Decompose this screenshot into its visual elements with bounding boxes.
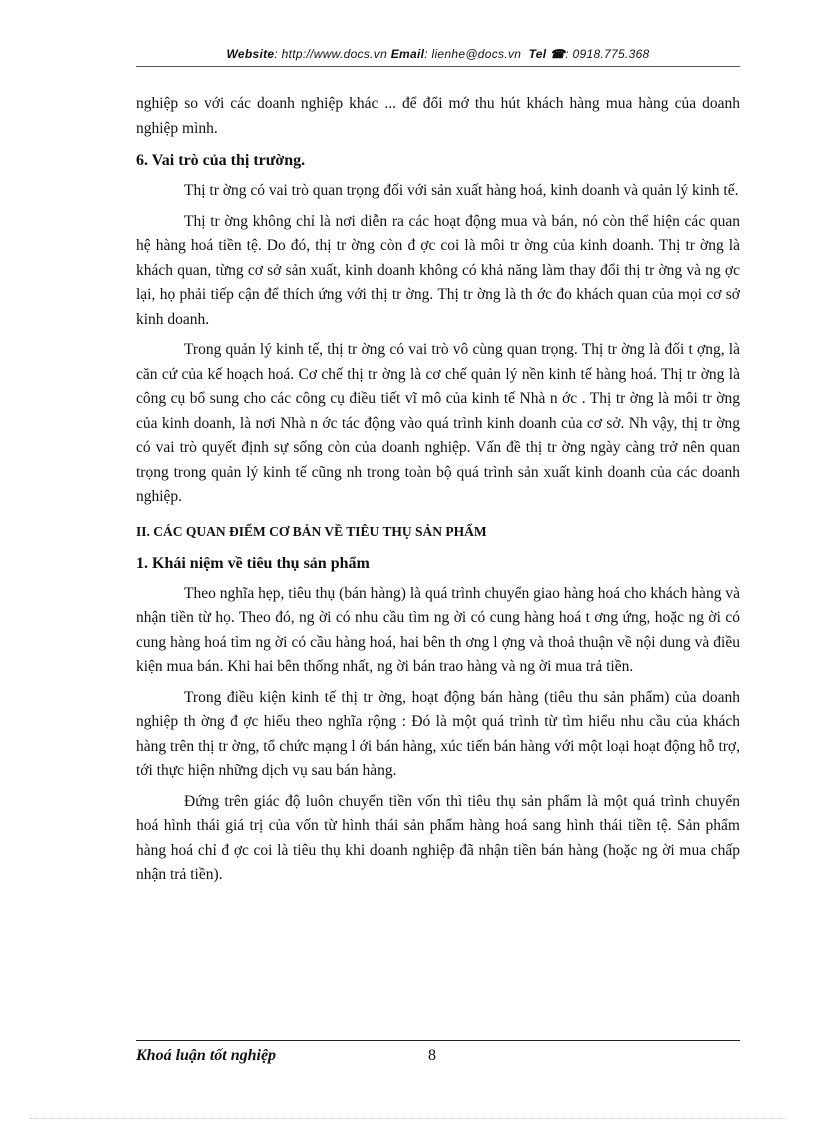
page-body: [136, 92, 740, 888]
paragraph: Theo nghĩa hẹp, tiêu thụ (bán hàng) là quá trình chuyển giao hàng hoá cho khách hàng và nhận tiền từ họ. Theo đó, ng ời có nhu cầu tìm ng ời có cung hàng hoá t ơng ứng, hoặc ng ời có cung hàng hoá tìm ng ời có cầu hàng hoá, hai bên th ơng l ợng và thoả thuận về nội dung và điều kiện mua bán. Khi hai bên thống nhất, ng ời bán trao hàng và ng ời mua trả tiền.: [136, 584, 740, 675]
footer-thesis-label: Khoá luận tốt nghiệp: [136, 1047, 277, 1064]
paragraph: Trong điều kiện kinh tế thị tr ờng, hoạt động bán hàng (tiêu thu sản phẩm) của doanh nghiệp th ờng đ ợc hiểu theo nghĩa rộng : Đó là một quá trình từ tìm hiểu nhu cầu của khách hàng trên thị tr ờng, tổ chức mạng l ới bán hàng, xúc tiến bán hàng với một loại hoạt động hỗ trợ, tới thực hiện những dịch vụ sau bán hàng.: [136, 688, 740, 779]
tel-number: : 0918.775.368: [565, 47, 650, 61]
page-edge-dots: [30, 1118, 786, 1119]
paragraph: Thị tr ờng không chỉ là nơi diễn ra các hoạt động mua và bán, nó còn thể hiện các quan hệ hàng hoá tiền tệ. Do đó, thị tr ờng còn đ ợc coi là môi tr ờng của kinh doanh. Thị tr ờng là khách quan, từng cơ sở sản xuất, kinh doanh không có khả năng làm thay đổi thị tr ờng và ng ợc lại, họ phải tiếp cận để thích ứng với thị tr ờng. Thị tr ờng là th ớc đo khách quan của mọi cơ sở kinh doanh.: [136, 212, 740, 328]
paragraph: Thị tr ờng có vai trò quan trọng đối với sản xuất hàng hoá, kinh doanh và quản lý kinh tế.: [184, 182, 739, 199]
paragraph: Trong quản lý kinh tế, thị tr ờng có vai trò vô cùng quan trọng. Thị tr ờng là đối t ợng, là căn cứ của kế hoạch hoá. Cơ chế thị tr ờng là cơ chế quản lý nền kinh tế hàng hoá. Thị tr ờng là công cụ bổ sung cho các công cụ điều tiết vĩ mô của kinh tế Nhà n ớc . Thị tr ờng là môi tr ờng của kinh doanh, là nơi Nhà n ớc tác động vào quá trình kinh doanh của cơ sở. Nh vậy, thị tr ờng có vai trò quyết định sự sống còn của doanh nghiệp. Vấn đề thị tr ờng ngày càng trở nên quan trọng trong quản lý kinh tế cũng nh trong toàn bộ quá trình sản xuất kinh doanh của các doanh nghiệp.: [136, 341, 740, 505]
section-heading-1: 1. Khái niệm về tiêu thụ sản phẩm: [136, 554, 370, 572]
email-address: : lienhe@docs.vn: [424, 47, 522, 61]
page-header: [136, 47, 740, 61]
footer-divider: [136, 1040, 740, 1041]
section-heading-6: 6. Vai trò của thị trường.: [136, 152, 306, 169]
paragraph: Đứng trên giác độ luôn chuyển tiền vốn thì tiêu thụ sản phẩm là một quá trình chuyển hoá hình thái giá trị của vốn từ hình thái sản phẩm hàng hoá sang hình thái tiền tệ. Sản phẩm hàng hoá chỉ đ ợc coi là tiêu thụ khi doanh nghiệp đã nhận tiền bán hàng (hoặc ng ời mua chấp nhận trả tiền).: [136, 792, 740, 883]
website-url: : http://www.docs.vn: [274, 47, 388, 61]
email-label: Email: [390, 47, 425, 61]
part-heading-II: II. CÁC QUAN ĐIỂM CƠ BẢN VỀ TIÊU THỤ SẢN PHẨM: [136, 523, 487, 539]
paragraph-continuation: nghiệp so với các doanh nghiệp khác ... để đổi mớ thu hút khách hàng mua hàng của doanh nghiệp mình.: [136, 95, 740, 137]
page-number: 8: [428, 1047, 436, 1064]
header-divider: [136, 66, 740, 67]
website-label: Website: [226, 47, 275, 61]
tel-label: Tel ☎: [528, 47, 566, 61]
